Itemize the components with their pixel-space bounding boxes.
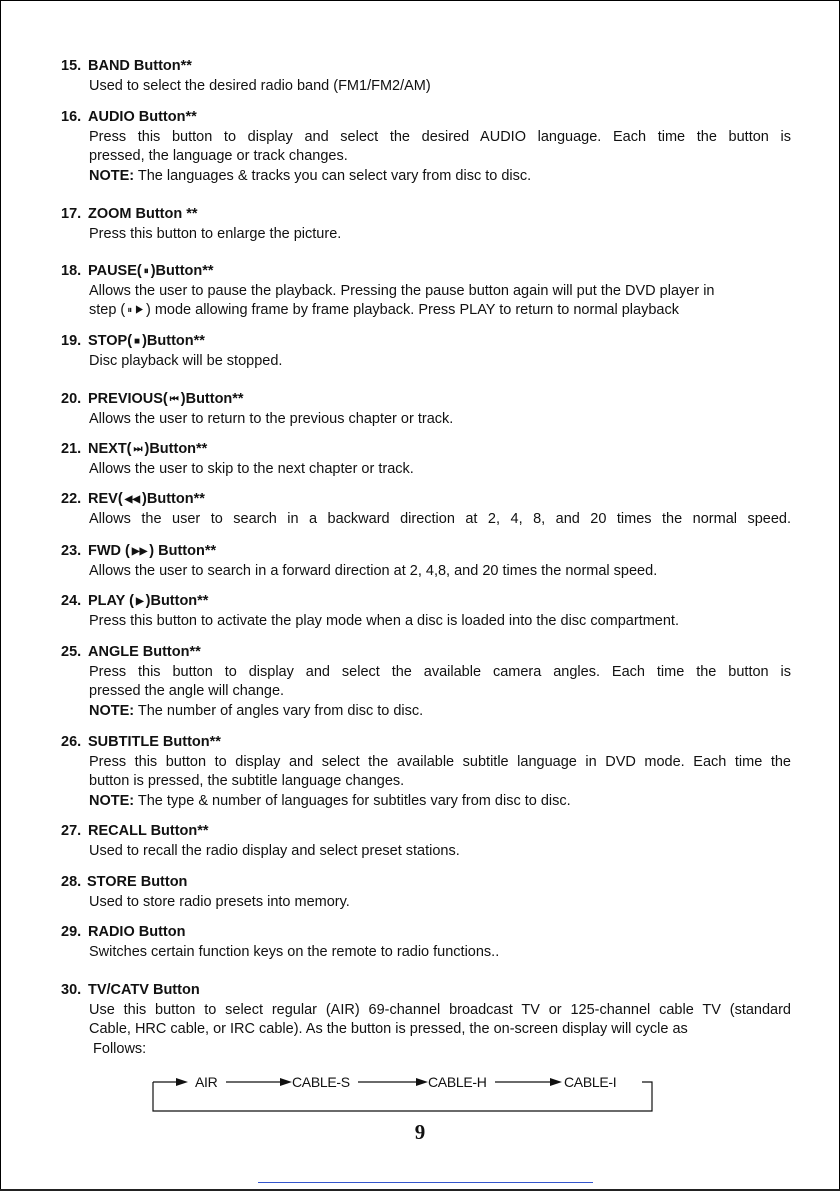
item-text: Allows the user to search in a backward direction at 2, 4, 8, and 20 times the normal speed.	[89, 510, 791, 527]
item-radio	[61, 923, 791, 962]
item-pause	[61, 262, 791, 321]
item-text: Press this button to enlarge the picture.	[89, 225, 342, 242]
item-text: Disc playback will be stopped.	[89, 352, 283, 369]
item-heading: 20. PREVIOUS( ⏮ )Button**	[61, 390, 791, 410]
item-heading: 24. PLAY ( ▶ )Button**	[61, 592, 791, 612]
item-next	[61, 440, 791, 479]
rewind-icon: ◀◀	[124, 494, 141, 505]
item-text: Press this button to display and select the available camera angles. Each time the button is	[89, 663, 791, 680]
item-fwd	[61, 542, 791, 581]
item-text: Use this button to select regular (AIR) 69-channel broadcast TV or 125-channel cable TV (standard	[89, 1001, 791, 1018]
item-heading: 27. RECALL Button**	[61, 823, 209, 839]
item-heading: 19. STOP( ■ )Button**	[61, 332, 791, 352]
item-text: pressed the angle will change.	[89, 683, 285, 699]
item-heading: 18. PAUSE( ⏸ )Button**	[61, 262, 791, 282]
item-store	[61, 873, 791, 912]
item-text: Follows:	[89, 1040, 147, 1057]
item-text: Used to select the desired radio band (FM1/FM2/AM)	[89, 77, 431, 94]
bottom-rule	[0, 1189, 840, 1191]
item-band	[61, 57, 791, 96]
item-heading: 25. ANGLE Button**	[61, 644, 201, 660]
item-tv-catv	[61, 981, 791, 1059]
item-heading: 16. AUDIO Button**	[61, 109, 197, 125]
item-text: button is pressed, the subtitle language changes.	[89, 773, 405, 789]
item-text: Press this button to activate the play mode when a disc is loaded into the disc compartment.	[89, 612, 679, 629]
item-heading: 28. STORE Button	[61, 874, 188, 890]
item-text: Allows the user to skip to the next chapter or track.	[89, 460, 414, 477]
item-text: Press this button to display and select the available subtitle language in DVD mode. Each time the	[89, 753, 791, 770]
item-rev	[61, 490, 791, 529]
item-heading: 29. RADIO Button	[61, 924, 186, 940]
item-text: Used to recall the radio display and select preset stations.	[89, 842, 460, 859]
flow-air: AIR	[195, 1074, 218, 1090]
item-text: Cable, HRC cable, or IRC cable). As the button is pressed, the on-screen display will cycle as	[89, 1021, 688, 1037]
item-heading: 22. REV( ◀◀ )Button**	[61, 490, 791, 510]
next-icon: ⏭	[133, 444, 143, 455]
fast-forward-icon: ▶▶	[131, 546, 148, 557]
item-note: NOTE: The languages & tracks you can select vary from disc to disc.	[89, 167, 532, 184]
pause-icon: ⏸	[143, 266, 149, 277]
item-heading: 23. FWD ( ▶▶ ) Button**	[61, 542, 791, 562]
step-icon: ⏸ ▶	[127, 305, 144, 316]
flow-cable-s: CABLE-S	[292, 1074, 350, 1090]
flow-cable-h: CABLE-H	[428, 1074, 487, 1090]
item-heading: 30. TV/CATV Button	[61, 982, 200, 998]
item-text: pressed, the language or track changes.	[89, 148, 348, 164]
item-stop	[61, 332, 791, 371]
item-note: NOTE: The number of angles vary from disc to disc.	[89, 702, 424, 719]
item-text: step ( ⏸ ▶ ) mode allowing frame by frame playback. Press PLAY to return to normal playback	[89, 301, 791, 321]
item-text: Allows the user to pause the playback. Pressing the pause button again will put the DVD player in	[89, 282, 715, 299]
stop-icon: ■	[134, 336, 141, 347]
item-heading: 15. BAND Button**	[61, 58, 192, 74]
flow-cable-i: CABLE-I	[564, 1074, 617, 1090]
item-subtitle	[61, 733, 791, 811]
item-note: NOTE: The type & number of languages for subtitles vary from disc to disc.	[89, 792, 571, 809]
footer-link-underline	[258, 1182, 593, 1183]
item-recall	[61, 822, 791, 861]
item-zoom	[61, 205, 791, 244]
item-heading: 26. SUBTITLE Button**	[61, 734, 221, 750]
item-text: Allows the user to search in a forward direction at 2, 4,8, and 20 times the normal speed.	[89, 562, 658, 579]
cycle-diagram	[152, 1070, 654, 1112]
item-text: Press this button to display and select the desired AUDIO language. Each time the button is	[89, 128, 791, 145]
play-icon: ▶	[135, 596, 144, 607]
item-audio	[61, 108, 791, 186]
item-text: Allows the user to return to the previous chapter or track.	[89, 410, 454, 427]
item-text: Used to store radio presets into memory.	[89, 893, 350, 910]
item-heading: 21. NEXT( ⏭ )Button**	[61, 440, 791, 460]
item-previous	[61, 390, 791, 429]
page-number: 9	[414, 1120, 426, 1144]
item-heading: 17. ZOOM Button **	[61, 206, 198, 222]
item-angle	[61, 643, 791, 721]
item-text: Switches certain function keys on the remote to radio functions..	[89, 943, 500, 960]
item-play	[61, 592, 791, 631]
previous-icon: ⏮	[169, 394, 179, 405]
